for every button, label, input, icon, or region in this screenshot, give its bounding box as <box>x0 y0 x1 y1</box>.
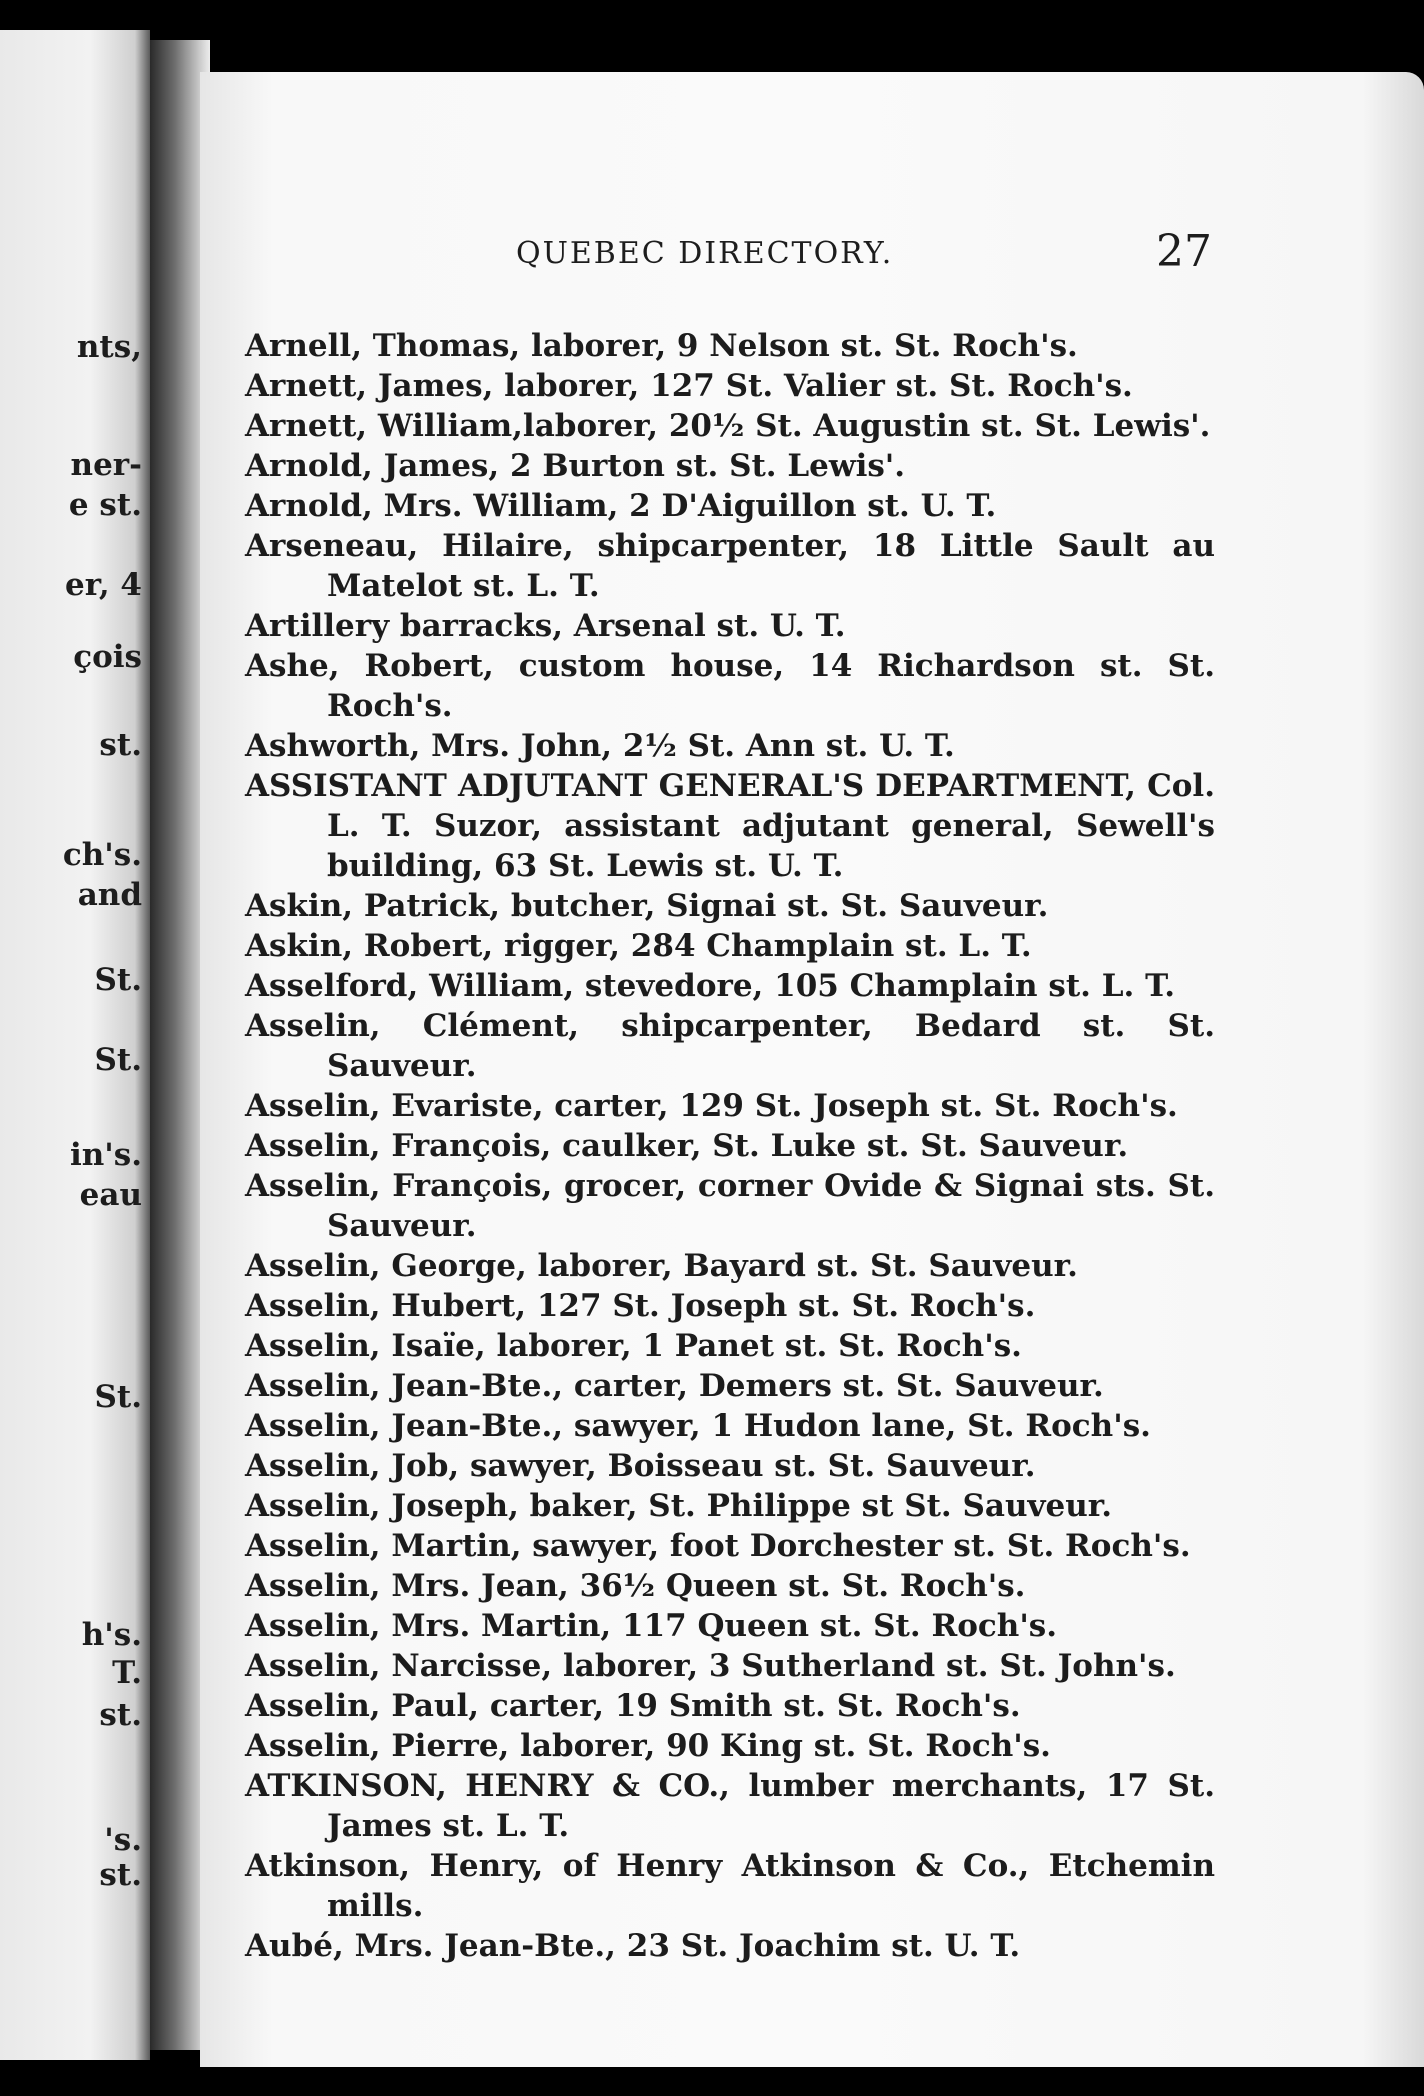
facing-page-text: st. <box>99 1697 142 1733</box>
facing-page-text: çois <box>73 639 142 675</box>
directory-entry: Asselin, Clément, shipcarpenter, Bedard st. St. Sauveur. <box>245 1008 1215 1084</box>
directory-entry: Arnell, Thomas, laborer, 9 Nelson st. St. Roch's. <box>245 328 1078 364</box>
directory-entry: Asselin, François, caulker, St. Luke st. St. Sauveur. <box>245 1128 1129 1164</box>
facing-page-text: St. <box>94 1379 142 1415</box>
directory-entry: Arnold, Mrs. William, 2 D'Aiguillon st. U. T. <box>245 488 997 524</box>
facing-page-text: 's. <box>104 1822 142 1858</box>
directory-entry: Ashworth, Mrs. John, 2½ St. Ann st. U. T. <box>245 728 955 764</box>
directory-entry: Ashe, Robert, custom house, 14 Richardson st. St. Roch's. <box>245 648 1215 724</box>
facing-page-text: st. <box>99 727 142 763</box>
directory-entries <box>245 326 1215 1966</box>
directory-entry: ATKINSON, HENRY & CO., lumber merchants, 17 St. James st. L. T. <box>245 1768 1215 1844</box>
directory-entry: Atkinson, Henry, of Henry Atkinson & Co., Etchemin mills. <box>245 1848 1215 1924</box>
directory-entry: ASSISTANT ADJUTANT GENERAL'S DEPARTMENT, Col. L. T. Suzor, assistant adjutant general, Sewell's building, 63 St. Lewis st. U. T. <box>245 768 1215 884</box>
directory-entry: Asselin, Pierre, laborer, 90 King st. St. Roch's. <box>245 1728 1051 1764</box>
facing-page-text: er, 4 <box>65 567 142 603</box>
directory-entry: Asselford, William, stevedore, 105 Champlain st. L. T. <box>245 968 1175 1004</box>
directory-entry: Arnett, William,laborer, 20½ St. Augustin st. St. Lewis'. <box>245 408 1211 444</box>
facing-page-text: St. <box>94 962 142 998</box>
directory-entry: Asselin, Isaïe, laborer, 1 Panet st. St. Roch's. <box>245 1328 1022 1364</box>
page-number: 27 <box>1156 226 1212 277</box>
directory-entry: Asselin, Mrs. Martin, 117 Queen st. St. Roch's. <box>245 1608 1058 1644</box>
facing-page-text: h's. <box>81 1617 142 1653</box>
directory-entry: Asselin, Jean-Bte., carter, Demers st. St. Sauveur. <box>245 1368 1104 1404</box>
directory-entry: Arnett, James, laborer, 127 St. Valier st. St. Roch's. <box>245 368 1133 404</box>
directory-entry: Artillery barracks, Arsenal st. U. T. <box>245 608 846 644</box>
facing-page-text: st. <box>99 1857 142 1893</box>
directory-entry: Arseneau, Hilaire, shipcarpenter, 18 Little Sault au Matelot st. L. T. <box>245 528 1215 604</box>
facing-page-text: and <box>77 877 142 913</box>
running-head: QUEBEC DIRECTORY. <box>516 236 894 271</box>
directory-entry: Asselin, George, laborer, Bayard st. St. Sauveur. <box>245 1248 1078 1284</box>
facing-page-text: ner- <box>70 447 142 483</box>
directory-entry: Asselin, Job, sawyer, Boisseau st. St. Sauveur. <box>245 1448 1036 1484</box>
directory-entry: Askin, Patrick, butcher, Signai st. St. Sauveur. <box>245 888 1049 924</box>
facing-page-text: ch's. <box>62 837 142 873</box>
directory-entry: Asselin, Evariste, carter, 129 St. Joseph st. St. Roch's. <box>245 1088 1178 1124</box>
facing-page-text: St. <box>94 1042 142 1078</box>
directory-entry: Asselin, Paul, carter, 19 Smith st. St. Roch's. <box>245 1688 1021 1724</box>
directory-entry: Aubé, Mrs. Jean-Bte., 23 St. Joachim st. U. T. <box>245 1928 1021 1964</box>
directory-entry: Asselin, Mrs. Jean, 36½ Queen st. St. Roch's. <box>245 1568 1026 1604</box>
directory-entry: Asselin, Narcisse, laborer, 3 Sutherland st. St. John's. <box>245 1648 1176 1684</box>
facing-page-text: T. <box>112 1655 142 1691</box>
facing-page-text: eau <box>79 1177 142 1213</box>
directory-entry: Asselin, Joseph, baker, St. Philippe st St. Sauveur. <box>245 1488 1113 1524</box>
directory-entry: Asselin, Hubert, 127 St. Joseph st. St. Roch's. <box>245 1288 1036 1324</box>
directory-entry: Asselin, Jean-Bte., sawyer, 1 Hudon lane, St. Roch's. <box>245 1408 1151 1444</box>
facing-page-text: nts, <box>76 329 142 365</box>
directory-entry: Asselin, Martin, sawyer, foot Dorchester st. St. Roch's. <box>245 1528 1191 1564</box>
facing-page-text: e st. <box>68 487 142 523</box>
facing-page-fragment <box>0 30 150 2060</box>
directory-entry: Arnold, James, 2 Burton st. St. Lewis'. <box>245 448 906 484</box>
facing-page-text: in's. <box>69 1137 142 1173</box>
directory-entry: Asselin, François, grocer, corner Ovide & Signai sts. St. Sauveur. <box>245 1168 1215 1244</box>
directory-entry: Askin, Robert, rigger, 284 Champlain st. L. T. <box>245 928 1032 964</box>
